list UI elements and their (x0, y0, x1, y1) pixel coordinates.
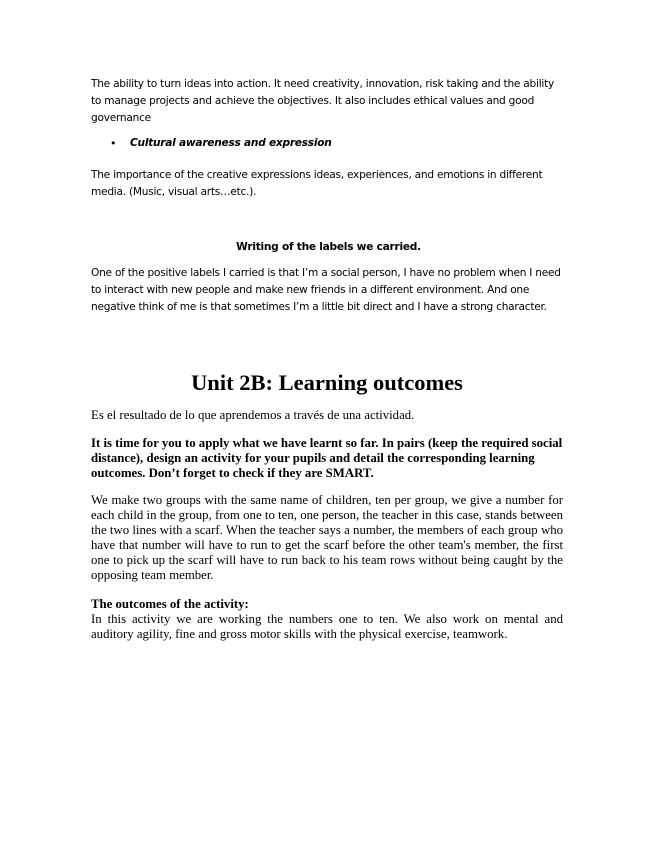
activity-description: We make two groups with the same name of children, ten per group, we give a number for each child in the group, from one to ten, one person, the teacher in this case, stands between the two lines with a scarf. When the teacher says a number, the members of each group who have that number will have to run to get the scarf before the other team's member, the first one to pick up the scarf will have to run back to his team rows without being caught by the opposing team member. (91, 493, 563, 582)
task-instruction: It is time for you to apply what we have learnt so far. In pairs (keep the required social distance), design an activity for your pupils and detail the corresponding learning outcomes. Don’t forget to check if they are SMART. (91, 436, 563, 480)
bullet-marker: • (110, 137, 117, 150)
outcomes-heading: The outcomes of the activity: (91, 597, 249, 611)
labels-heading: Writing of the labels we carried. (236, 241, 421, 253)
definition-paragraph: Es el resultado de lo que aprendemos a través de una actividad. (91, 408, 415, 422)
entrepreneurship-paragraph: The ability to turn ideas into action. It need creativity, innovation, risk taking and the ability to manage projects and achieve the objectives. It also includes ethical values and good governance (91, 78, 555, 124)
page-title: Unit 2B: Learning outcomes (191, 370, 463, 395)
labels-paragraph: One of the positive labels I carried is that I’m a social person, I have no problem when I need to interact with new people and make new friends in a different environment. And one negative think of me is that sometimes I’m a little bit direct and I have a strong character. (91, 267, 561, 313)
outcomes-paragraph: In this activity we are working the numbers one to ten. We also work on mental and auditory agility, fine and gross motor skills with the physical exercise, teamwork. (91, 612, 563, 641)
bullet-label: Cultural awareness and expression (130, 137, 332, 149)
cultural-paragraph: The importance of the creative expressions ideas, experiences, and emotions in different media. (Music, visual arts…etc.). (91, 169, 543, 198)
